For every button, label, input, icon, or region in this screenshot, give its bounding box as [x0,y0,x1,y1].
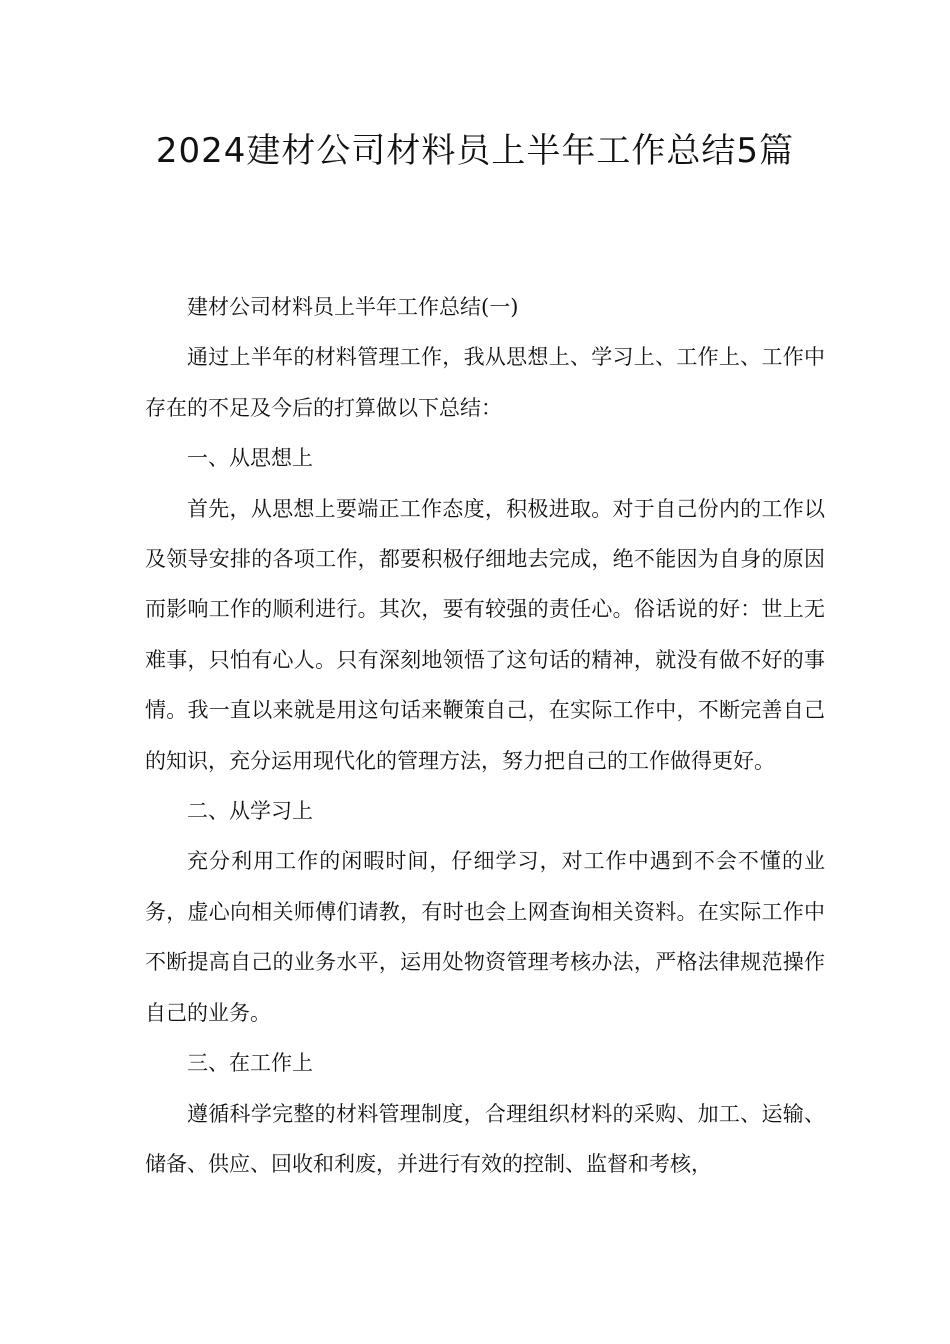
section-heading: 建材公司材料员上半年工作总结(一) [187,295,519,319]
paragraph: 充分利用工作的闲暇时间，仔细学习，对工作中遇到不会不懂的业务，虚心向相关师傅们请教，有时也会上网查询相关资料。在实际工作中不断提高自己的业务水平，运用处物资管理考核办法，严格法律规范操作自己的业务。 [145,849,825,1025]
paragraph: 通过上半年的材料管理工作，我从思想上、学习上、工作上、工作中存在的不足及今后的打算做以下总结： [145,345,825,420]
subsection-heading: 一、从思想上 [187,446,313,471]
subsection-heading: 三、在工作上 [187,1051,313,1076]
paragraph: 遵循科学完整的材料管理制度，合理组织材料的采购、加工、运输、储备、供应、回收和利废，并进行有效的控制、监督和考核， [145,1101,825,1176]
subsection-heading: 二、从学习上 [187,799,313,824]
document-title: 2024建材公司材料员上半年工作总结5篇 [155,131,795,171]
document-body [145,282,825,1189]
paragraph: 首先，从思想上要端正工作态度，积极进取。对于自己份内的工作以及领导安排的各项工作，都要积极仔细地去完成，绝不能因为自身的原因而影响工作的顺利进行。其次，要有较强的责任心。俗话说的好：世上无难事，只怕有心人。只有深刻地领悟了这句话的精神，就没有做不好的事情。我一直以来就是用这句话来鞭策自己，在实际工作中，不断完善自己的知识，充分运用现代化的管理方法，努力把自己的工作做得更好。 [145,496,825,773]
